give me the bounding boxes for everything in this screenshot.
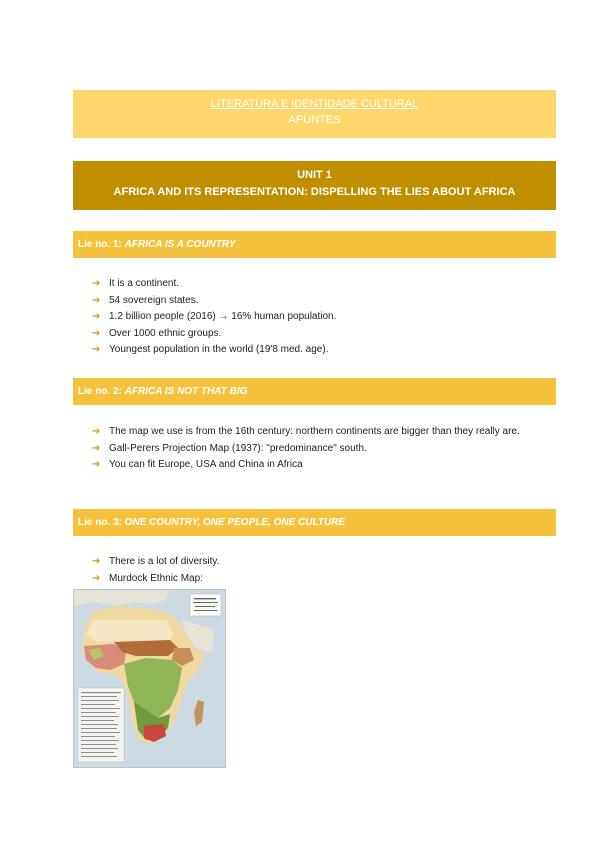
- unit-number: UNIT 1: [297, 169, 332, 181]
- list-item: ➔ 54 sovereign states.: [92, 293, 532, 310]
- arrow-right-icon: ➔: [92, 426, 101, 437]
- arrow-right-icon: ➔: [92, 344, 101, 355]
- arrow-right-icon: ➔: [92, 327, 101, 339]
- lie-1-heading: [73, 231, 556, 258]
- murdock-ethnic-map: [73, 589, 226, 768]
- list-item: ➔ There is a lot of diversity.: [92, 554, 532, 571]
- lie-3-bullet-list: [92, 554, 532, 587]
- list-item: ➔ It is a continent.: [92, 276, 532, 293]
- list-item: ➔ Murdock Ethnic Map:: [92, 571, 532, 588]
- document-subtitle: APUNTES: [288, 114, 341, 126]
- arrow-right-icon: ➔: [92, 556, 101, 567]
- africa-map-graphic: [74, 590, 225, 767]
- document-title-box: [73, 90, 556, 138]
- lie-3-heading: [73, 509, 556, 536]
- arrow-right-icon: ➔: [92, 294, 101, 306]
- lie-3-title: ONE COUNTRY, ONE PEOPLE, ONE CULTURE: [124, 517, 346, 528]
- lie-2-bullet-list: [92, 424, 538, 474]
- arrow-right-icon: ➔: [92, 311, 101, 322]
- arrow-right-icon: ➔: [92, 442, 101, 454]
- lie-2-label: Lie no. 2:: [78, 386, 125, 397]
- lie-1-label: Lie no. 1:: [78, 239, 125, 250]
- lie-2-title: AFRICA IS NOT THAT BIG: [124, 386, 248, 397]
- arrow-right-icon: ➔: [92, 459, 101, 470]
- list-item: ➔ The map we use is from the 16th century: northern continents are bigger than they really are.: [92, 424, 538, 441]
- list-item: ➔ 1.2 billion people (2016) → 16% human population.: [92, 309, 532, 326]
- document-title: LITERATURA E IDENTIDADE CULTURAL: [210, 98, 419, 110]
- lie-2-heading: [73, 378, 556, 405]
- arrow-right-icon: ➔: [92, 278, 101, 289]
- unit-header: [73, 161, 556, 210]
- lie-3-label: Lie no. 3:: [78, 517, 125, 528]
- lie-1-title: AFRICA IS A COUNTRY: [124, 239, 236, 250]
- list-item: ➔ Youngest population in the world (19'8 med. age).: [92, 342, 532, 359]
- list-item: ➔ Over 1000 ethnic groups.: [92, 326, 532, 343]
- list-item: ➔ Gall-Perers Projection Map (1937): "predominance" south.: [92, 441, 538, 458]
- list-item: ➔ You can fit Europe, USA and China in Africa: [92, 457, 538, 474]
- unit-title: AFRICA AND ITS REPRESENTATION: DISPELLING THE LIES ABOUT AFRICA: [113, 186, 516, 198]
- arrow-right-icon: ➔: [92, 572, 101, 584]
- lie-1-bullet-list: [92, 276, 532, 359]
